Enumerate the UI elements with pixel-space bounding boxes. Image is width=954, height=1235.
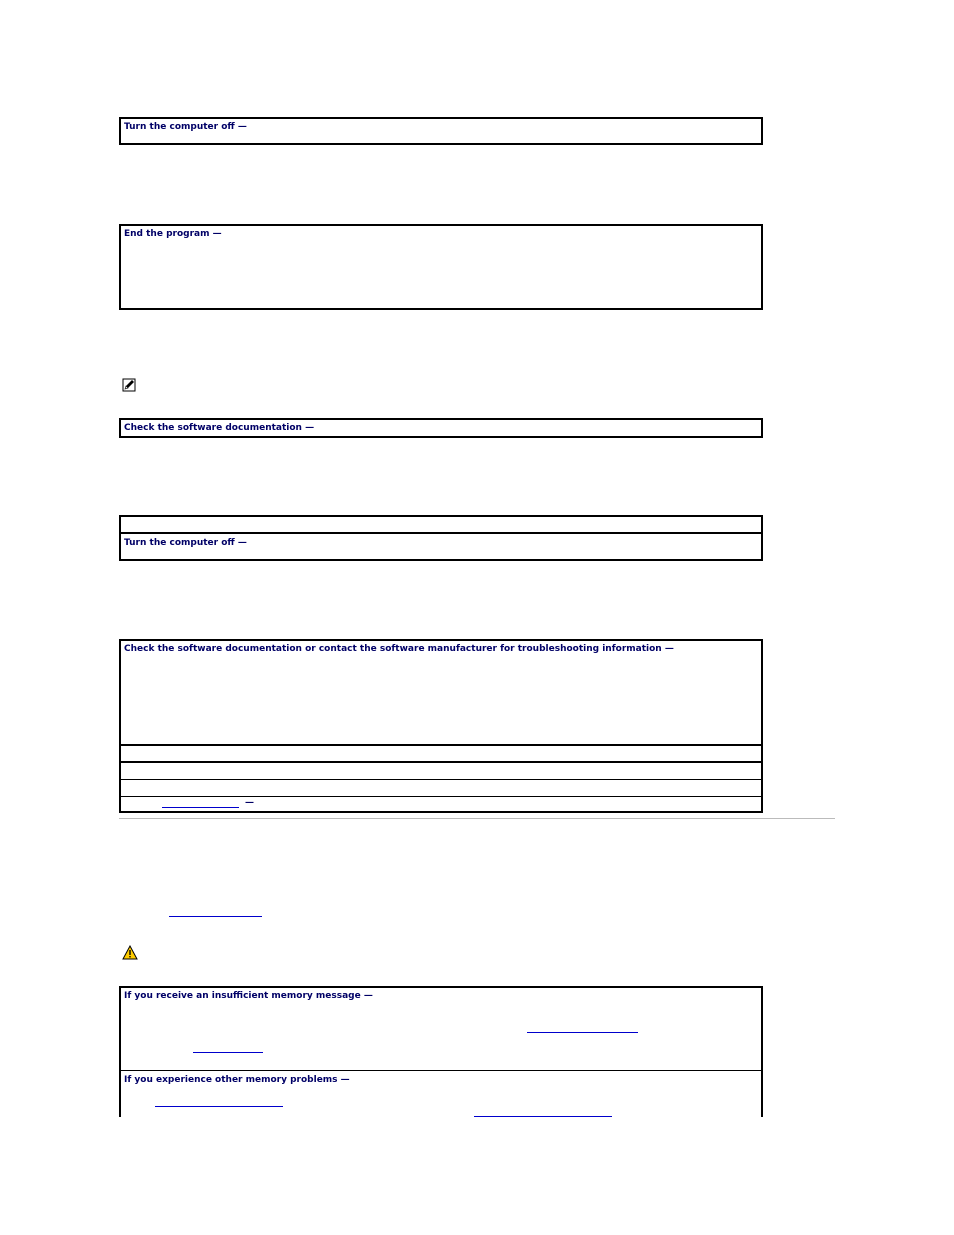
caution-triangle-icon	[122, 945, 138, 964]
turn-off-box-2	[119, 515, 763, 561]
row-divider	[121, 761, 761, 763]
turn-off-label-2: Turn the computer off —	[124, 538, 247, 548]
row-divider	[121, 532, 761, 534]
memory-link-1[interactable]	[527, 1032, 638, 1033]
page-crop	[0, 1117, 954, 1235]
end-program-box	[119, 224, 763, 310]
check-docs-label: Check the software documentation —	[124, 423, 315, 433]
row-divider	[121, 796, 761, 797]
memory-link-2[interactable]	[193, 1052, 263, 1053]
section-divider	[119, 818, 835, 819]
note-pencil-icon	[122, 377, 136, 396]
end-program-label: End the program —	[124, 229, 222, 239]
footer-link[interactable]	[162, 807, 239, 808]
turn-off-box-1	[119, 117, 763, 145]
check-docs-box	[119, 418, 763, 438]
check-docs-full-box	[119, 639, 763, 813]
memory-link-3[interactable]	[155, 1106, 283, 1107]
footer-dash: —	[245, 798, 254, 808]
row-divider	[121, 779, 761, 780]
row-divider	[121, 1070, 761, 1071]
row-divider	[121, 744, 761, 746]
insufficient-memory-label: If you receive an insufficient memory message —	[124, 991, 373, 1001]
other-memory-label: If you experience other memory problems —	[124, 1075, 350, 1085]
check-docs-full-label: Check the software documentation or contact the software manufacturer for troubleshooting information —	[124, 644, 674, 654]
standalone-link[interactable]	[169, 916, 262, 917]
turn-off-label-1: Turn the computer off —	[124, 122, 247, 132]
